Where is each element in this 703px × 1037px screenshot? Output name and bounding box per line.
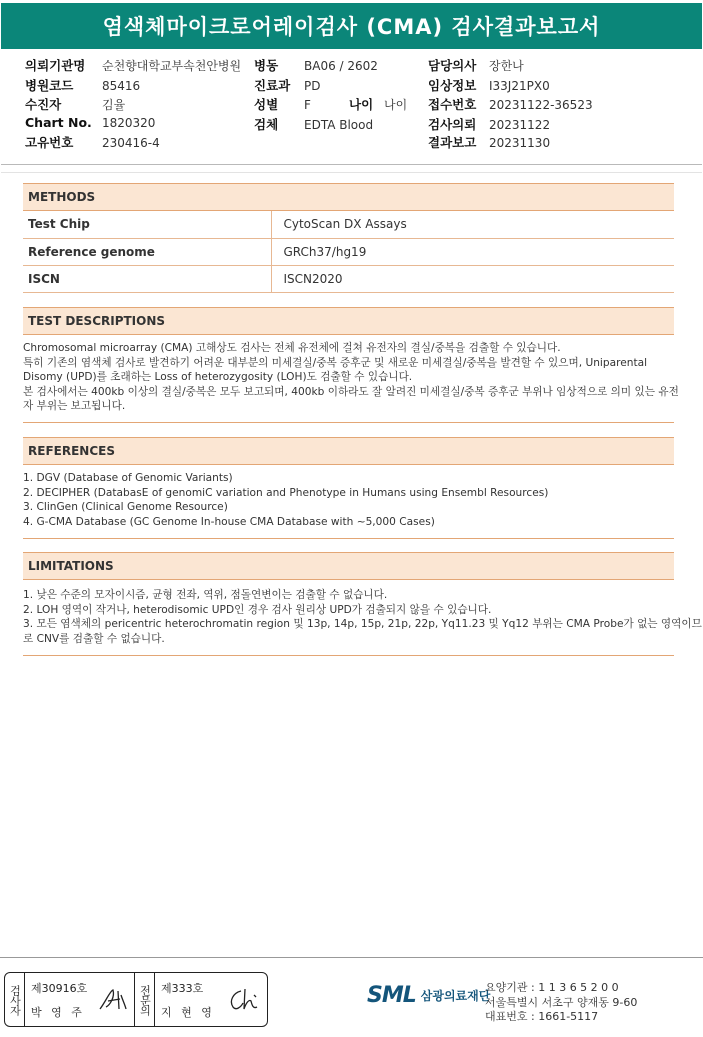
examiner-name: 박 영 주 <box>31 1005 85 1019</box>
field-referring-institution: 의뢰기관명 순천향대학교부속천안병원 <box>25 58 242 73</box>
reference-item: 2. DECIPHER (DatabasE of genomiC variation and Phenotype in Humans using Ensembl Resources) <box>23 486 549 499</box>
org-info-line: 서울특별시 서초구 양재동 9-60 <box>485 995 638 1009</box>
signature-icon <box>227 987 261 1013</box>
method-value: ISCN2020 <box>271 266 674 293</box>
org-info-line: 대표번호 : 1661-5117 <box>485 1010 599 1023</box>
references-heading: REFERENCES <box>23 437 674 465</box>
field-request-date: 검사의뢰 20231122 <box>428 117 551 132</box>
report-title: 염색체마이크로어레이검사 (CMA) 검사결과보고서 <box>1 3 702 49</box>
method-key: ISCN <box>23 266 271 293</box>
examiner-signature-cell <box>25 973 135 1026</box>
limitation-item: 3. 모든 염색체의 pericentric heterochromatin region 및 13p, 14p, 15p, 21p, 22p, Yq11.23 및 Yq12 부위는 CMA Probe가 없는 영역이므 <box>23 618 702 631</box>
header-divider <box>1 164 702 165</box>
sml-logo-mark: SML <box>367 983 416 1008</box>
table-row <box>23 238 674 265</box>
header-divider-light <box>1 172 702 173</box>
field-sex: 성별 F <box>254 97 311 112</box>
limitation-item: 2. LOH 영역이 작거나, heterodisomic UPD인 경우 검사 원리상 UPD가 검출되지 않을 수 있습니다. <box>23 603 492 616</box>
description-line: 특히 기존의 염색체 검사로 발견하기 어려운 대부분의 미세결실/중복 증후군 및 새로운 미세결실/중복을 발견할 수 있으며, Uniparental <box>23 356 648 369</box>
sml-logo <box>367 983 490 1008</box>
specialist-label: 전문의 <box>135 973 155 1026</box>
description-line: Disomy (UPD)를 초래하는 Loss of heterozygosity (LOH)도 검출할 수 있습니다. <box>23 371 413 384</box>
field-hospital-code: 병원코드 85416 <box>25 78 141 93</box>
field-age: 나이 나이 <box>349 97 408 112</box>
reference-item: 1. DGV (Database of Genomic Variants) <box>23 472 233 484</box>
methods-heading: METHODS <box>23 183 674 211</box>
examiner-label: 검사자 <box>5 973 25 1026</box>
section-divider <box>23 655 674 656</box>
description-line: 자 부위는 보고됩니다. <box>23 400 126 413</box>
signature-icon <box>98 987 128 1013</box>
description-line: Chromosomal microarray (CMA) 고해상도 검사는 전체 유전체에 걸쳐 유전자의 결실/중복을 검출할 수 있습니다. <box>23 342 561 354</box>
test-descriptions-heading: TEST DESCRIPTIONS <box>23 307 674 335</box>
field-specimen: 검체 EDTA Blood <box>254 117 374 132</box>
field-patient-name: 수진자 김율 <box>25 97 126 112</box>
specialist-name: 지 현 영 <box>161 1005 215 1019</box>
reference-item: 4. G-CMA Database (GC Genome In-house CMA Database with ~5,000 Cases) <box>23 515 435 528</box>
org-info-line: 요양기관 : 1 1 3 6 5 2 0 0 <box>485 981 619 994</box>
section-divider <box>23 538 674 539</box>
field-ward: 병동 BA06 / 2602 <box>254 58 378 73</box>
method-value: GRCh37/hg19 <box>271 238 674 265</box>
field-accession-no: 접수번호 20231122-36523 <box>428 97 593 112</box>
limitation-item: 로 CNV를 검출할 수 없습니다. <box>23 632 165 645</box>
field-unique-no: 고유번호 230416-4 <box>25 135 160 150</box>
test-descriptions-body <box>23 341 679 414</box>
field-department: 진료과 PD <box>254 78 321 93</box>
table-row <box>23 211 674 238</box>
specialist-signature-cell <box>155 973 267 1026</box>
field-physician: 담당의사 장한나 <box>428 58 524 73</box>
method-value: CytoScan DX Assays <box>271 211 674 238</box>
method-key: Reference genome <box>23 238 271 265</box>
limitations-list <box>23 588 702 646</box>
reference-item: 3. ClinGen (Clinical Genome Resource) <box>23 501 228 514</box>
field-report-date: 결과보고 20231130 <box>428 135 551 150</box>
patient-info <box>0 52 703 152</box>
section-divider <box>23 422 674 423</box>
limitation-item: 1. 낮은 수준의 모자이시즘, 균형 전좌, 역위, 점돌연변이는 검출할 수 없습니다. <box>23 589 388 601</box>
examiner-license-no: 제30916호 <box>31 981 88 995</box>
specialist-license-no: 제333호 <box>161 981 204 995</box>
method-key: Test Chip <box>23 211 271 238</box>
description-line: 본 검사에서는 400kb 이상의 결실/중복은 모두 보고되며, 400kb 이하라도 잘 알려진 미세결실/중복 증후군 부위나 임상적으로 의미 있는 유전 <box>23 385 679 398</box>
footer-divider <box>0 957 703 958</box>
signature-box <box>4 972 268 1027</box>
limitations-heading: LIMITATIONS <box>23 552 674 580</box>
organization-info <box>485 981 637 1025</box>
references-list <box>23 471 675 529</box>
sml-logo-name: 삼광의료재단 <box>420 989 491 1003</box>
table-row <box>23 266 674 293</box>
methods-table <box>23 211 674 293</box>
field-clinical-info: 임상정보 I33J21PX0 <box>428 78 550 93</box>
field-chart-no: Chart No. 1820320 <box>25 115 156 130</box>
